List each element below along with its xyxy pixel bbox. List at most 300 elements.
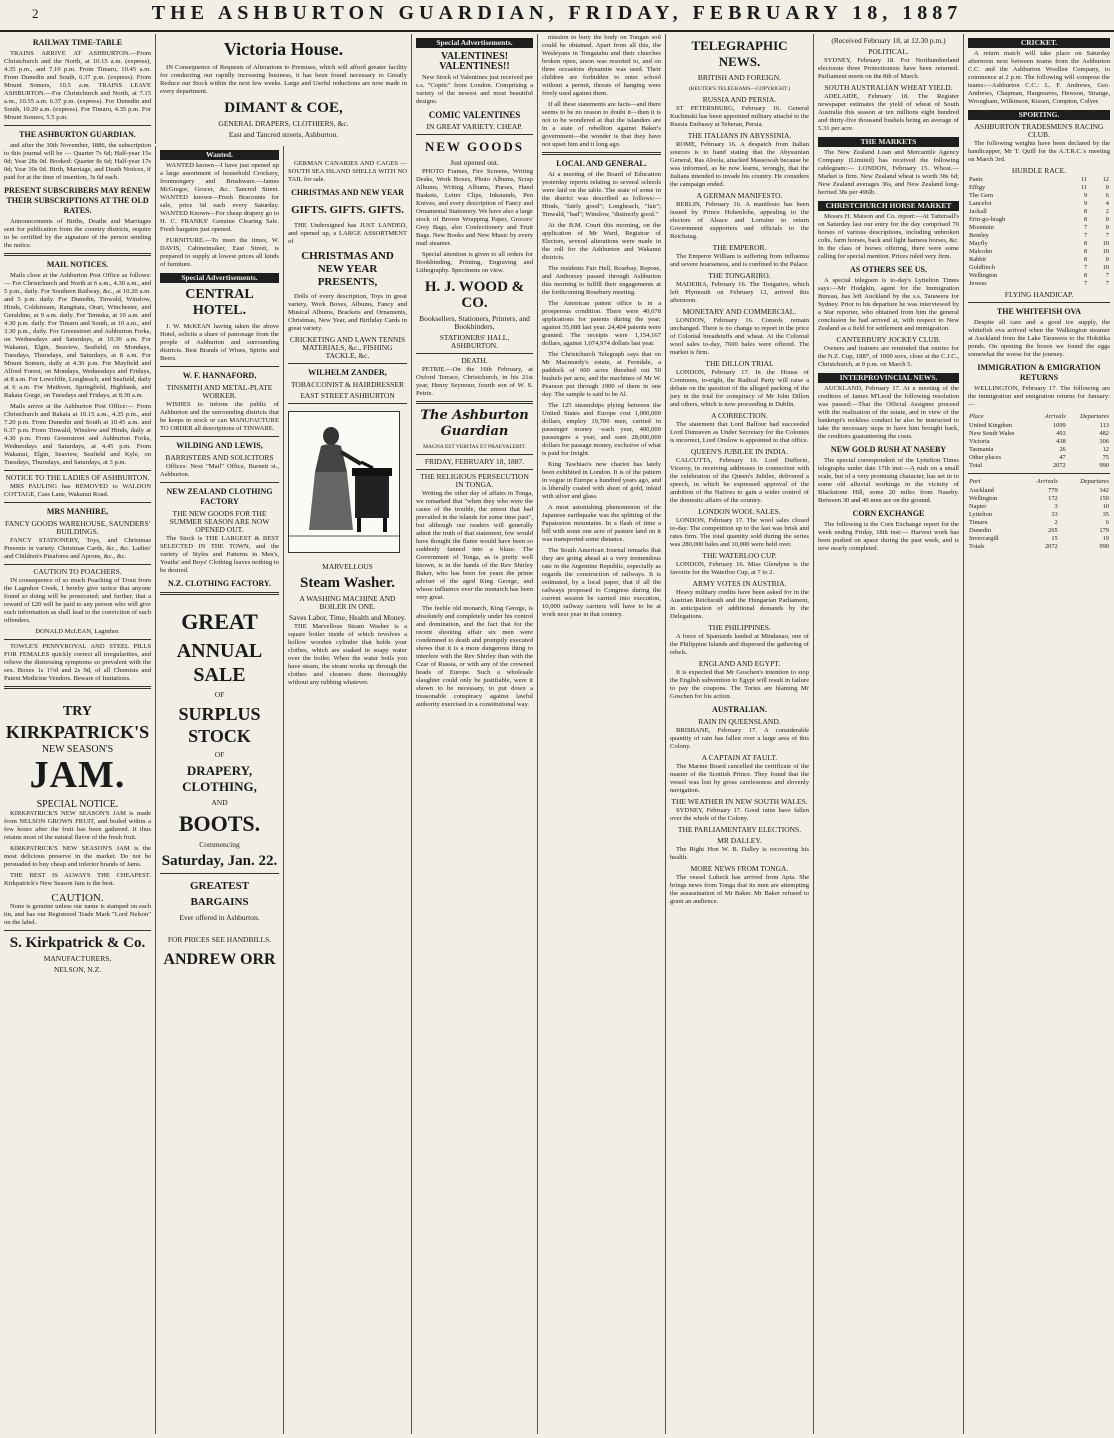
steam-washer-heading: Steam Washer. <box>299 575 395 591</box>
divider <box>4 470 151 471</box>
kirkpatrick-company: S. Kirkpatrick & Co. <box>9 935 146 951</box>
pauling-ad: MRS PAULING has REMOVED to WALDON COTTAGE, Cass Lane, Wakanui Road. <box>4 483 151 498</box>
table-row <box>968 527 1110 535</box>
divider <box>160 366 279 367</box>
victoria-house-ad <box>155 34 411 144</box>
weight-row <box>968 200 1110 208</box>
table-cell: 2 <box>1054 519 1058 526</box>
table-row <box>968 535 1110 543</box>
egypt-text: It is expected that Mr Goschen's intention to stop the English subvention to Egypt will result in failure to pay the coupons. The Tories are blaming Mr Goschen for his action. <box>670 669 809 700</box>
sa-wheat-heading: SOUTH AUSTRALIAN WHEAT YIELD. <box>824 83 953 92</box>
comic-subheading: IN GREAT VARIETY. CHEAP. <box>426 122 523 131</box>
naseby-text: The special correspondent of the Lyttelton Times telegraphs under date 17th inst:—A rush on a small scale, but of a very promising character, has set in to some old alluvial workings in the vicinity of Blackstone Hill, some 20 miles from Naseby. Between 30 and 40 men are on the ground. <box>818 457 959 504</box>
captain-text: The Marine Board cancelled the certificate of the master of the Scottish Prince. They found that the vessel was lost by gross carelessness and slovenly navigation. <box>670 763 809 794</box>
divider <box>416 454 533 455</box>
divider <box>416 469 533 470</box>
table-row <box>968 430 1110 438</box>
table-cell: New South Wales <box>969 430 1015 437</box>
zander-subheading: TOBACCONIST & HAIRDRESSER <box>290 380 405 389</box>
wool-heading: LONDON WOOL SALES. <box>698 507 781 516</box>
table-header: Departures <box>1080 478 1109 485</box>
table-cell: 6 <box>1105 519 1109 526</box>
printing-text: Special attention is given to all orders for Bookbinding, Printing, Engraving and Lithography. Specimens on view. <box>416 251 533 274</box>
divider <box>160 873 279 874</box>
caution-heading: CAUTION TO POACHERS. <box>33 567 122 576</box>
divider <box>4 125 151 126</box>
page-number: 2 <box>32 6 39 21</box>
gifts-heading: GIFTS. GIFTS. GIFTS. <box>291 204 404 216</box>
immigration-heading: IMMIGRATION & EMIGRATION RETURNS <box>977 363 1101 382</box>
table-cell: Malcolm <box>969 248 993 255</box>
death-text: PETRIE.—On the 16th February, at Oxford Terrace, Christchurch, in his 21st year, Henry Seymour, fourth son of W. S. Petrie. <box>416 366 533 397</box>
special-ads-heading-3: Special Advertisements. <box>416 38 533 48</box>
table-cell: 113 <box>1099 422 1109 429</box>
table-cell: 7 <box>1105 280 1109 287</box>
christmas-list: Dolls of every description, Toys in great variety, Work Boxes, Albums, Fancy and Musical Albums, Brackets and Ornaments, Christmas, New Year, and Birthday Cards in great variety. <box>288 293 407 332</box>
goods-text: The Stock is THE LARGEST & BEST SELECTED IN THE TOWN, and the variety of Styles and Patterns in Men's, Youths' and Boys' Clothing leaves nothing to be desired. <box>160 535 279 574</box>
victoria-text: IN Consequence of Requests of Alterations to Premises, which will afford greater facility for conducting our rapidly increasing business, it has been found necessary to Greatly Reduce our Stock within the next few weeks. Large and Useful reductions are now made in every department. <box>160 64 407 95</box>
table-cell: Auckland <box>969 487 994 494</box>
corn-exchange-heading: CORN EXCHANGE <box>852 509 925 518</box>
boots-heading: BOOTS. <box>178 811 261 836</box>
tongariro-text: MADEIRA, February 16. The Tongariro, which left Plymouth on February 12, arrived this afternoon. <box>670 281 809 304</box>
local-text-2: At the B.M. Court this morning, on the application of Mr Ward, Registrar of Electors, several alterations were made in the roll for the Ashburton and Wakanui districts. <box>542 222 661 261</box>
local-text-4: The American patent office is in a prosperous condition. There were 40,678 applications for patents during the year; against 35,688 last year. 24,404 patents were granted. The receipts were 1,154,167 dollars, against 1,074,974 dollars last year. <box>542 300 661 347</box>
new-goods-heading: THE NEW GOODS FOR THE SUMMER SEASON ARE NOW OPENED OUT. <box>169 509 270 534</box>
table-cell: 8 <box>1084 272 1088 279</box>
annual-sale-heading: ANNUAL SALE <box>176 640 263 686</box>
table-cell: 10 <box>1102 264 1109 271</box>
leader-text-2: The feeble old monarch, King George, is absolutely and completely under his control and domination, and the fact that for the recent shooting affair six men were condemned to death and promptly executed shows that it is a more dangerous thing to interfere with the Rev Shirley than with the Czar of Russia, or with any of the crowned heads of Europe. Such a wholesale slaughter could only be justifiable, were it shown to be necessary, to put down a treasonable conspiracy against lawful authority exercised in a constitutional way. <box>416 605 533 708</box>
flying-handicap-heading: FLYING HANDICAP. <box>1004 290 1074 299</box>
masthead <box>0 0 1114 32</box>
dalley-text: The Right Hon W. B. Dalley is recovering his health. <box>670 846 809 861</box>
immigration-table <box>968 412 1110 470</box>
monetary-heading: MONETARY AND COMMERCIAL. <box>682 307 797 316</box>
table-cell: 7 <box>1084 264 1088 271</box>
table-row <box>968 454 1110 462</box>
caution-2-heading: CAUTION. <box>51 892 104 904</box>
rain-text: BRISBANE, February 17. A considerable quantity of rain has fallen over a large area of this Colony. <box>670 727 809 750</box>
wilding-subheading: BARRISTERS AND SOLICITORS <box>165 453 274 462</box>
divider <box>968 302 1110 303</box>
nelson-label: NELSON, N.Z. <box>53 965 102 974</box>
italians-heading: THE ITALIANS IN ABYSSINIA. <box>687 131 792 140</box>
divider <box>160 592 279 595</box>
ladies-notice: NOTICE TO THE LADIES OF ASHBURTON. <box>5 473 150 482</box>
philippines-heading: THE PHILIPPINES. <box>708 623 771 632</box>
table-cell: 11 <box>1081 184 1088 191</box>
washing-woman-illustration <box>288 411 400 553</box>
new-season-heading: NEW SEASON'S <box>41 744 114 755</box>
weight-row <box>968 224 1110 232</box>
waterloo-heading: THE WATERLOO CUP. <box>702 551 777 560</box>
table-cell: 19 <box>1102 535 1109 542</box>
rain-heading: RAIN IN QUEENSLAND. <box>698 717 781 726</box>
table-cell: 2072 <box>1052 462 1066 469</box>
parliament-heading: THE PARLIAMENTARY ELECTIONS. <box>677 825 802 834</box>
local-text-3: The residents Fair Hell, Rosebay, Repose, and Anthorsey passed through Ashburton this morning to fulfill their engagements at the forthcoming Rosebury meeting. <box>542 265 661 296</box>
bargains-heading: GREATEST BARGAINS <box>189 880 250 908</box>
manufacturers-label: MANUFACTURERS, <box>43 954 112 963</box>
table-cell: United Kingdom <box>969 422 1013 429</box>
column-2a <box>155 146 283 1434</box>
weight-row <box>968 192 1110 200</box>
column-3 <box>411 34 537 1434</box>
british-foreign-heading: BRITISH AND FOREIGN. <box>697 73 782 82</box>
dimant-subheading: GENERAL DRAPERS, CLOTHIERS, &c. <box>218 119 349 128</box>
local-general-heading: LOCAL AND GENERAL. <box>556 159 647 168</box>
wool-text: LONDON, February 17. The wool sales closed to-day. The competition up to the last was brisk and rates firm. The total quantity sold during the series was 280,000 bales and 10,000 were held over. <box>670 517 809 548</box>
table-cell: Mayfly <box>969 240 988 247</box>
page-title: THE ASHBURTON GUARDIAN, FRIDAY, FEBRUARY 18, 1887 <box>151 2 963 24</box>
hannaford-text: WISHES to inform the public of Ashburton and the surrounding districts that he keeps in stock or can MANUFACTURE TO ORDER all descriptions of TINWARE. <box>160 401 279 432</box>
jockey-club-heading: CANTERBURY JOCKEY CLUB. <box>836 335 941 344</box>
local-text-6: The 125 steamships plying between the United States and Europe cost 1,000,000 dollars, employ 19,700 men, carried in passenger money ~each year, 400,000 passengers a year, and earn 28,000,000 dollars for passage money, exclusive of what is paid for freight. <box>542 402 661 457</box>
table-cell: Jackall <box>969 208 987 215</box>
table-cell: 990 <box>1099 543 1109 550</box>
table-cell: Other places <box>969 454 1002 461</box>
divider <box>160 436 279 437</box>
russia-heading: RUSSIA AND PERSIA. <box>702 95 777 104</box>
column-7 <box>963 34 1114 1434</box>
table-cell: 0 <box>1105 256 1109 263</box>
cricket-text: A return match will take place on Saturday afternoon next between teams from the Ashburton C.C. and the Ashburton Woollen Company, to commence at 2 p.m. The following will compose the teams:—Ashburton C.C.: L. F. Andrews, Geo. Andrews, Chapman, Hargreaves, Hewson, Strange, Wrougham, Wilkinson, Kissen, Compton, Colyer. <box>968 50 1110 105</box>
table-cell: Erin-go-bragh <box>969 216 1006 223</box>
mail-text: Mails close at the Ashburton Post Office as follows:— For Christchurch and North at 6 a.m., 4.30 a.m., and 5 p.m., daily. For Southern Railway, &c., at 10.20 a.m. and 5 p.m. daily. For Dunedin, Tinwald, Winslow, Hinds, Coldstream, Rangitata, Orari, Winchester, and Geraldine, at 9 a.m. daily. For Temuka, at 10 a.m. and 4.30 p.m. daily. For Timaru and South, at 10 a.m., and 3.30 p.m., daily. For Greenstreet and Ashburton Forks, on Wednesdays and Saturdays, at 10.30 a.m. For Wakanui, Elgin, Seaview, Seafield, on Mondays, Tuesdays, Thursdays, and Saturdays, at 8 a.m. For Mount Somers, daily at 4.30 p.m. For Mayfield and Alford Forest, on Mondays, Wednesdays and Fridays, at 8 a.m. For Lowcliffe, Longbeach, and Seafield, daily at 6 a.m. For Methven, Springfield, Highbank, and Rakaia Gorge, on Tuesdays and Fridays, at 8.30 a.m. <box>4 272 151 399</box>
weights-table <box>968 176 1110 288</box>
tonga-continued-text: mission to bury the body on Tongan soil could be obtained. Apart from all this, the Wesleyans in Tongatabu and their churches broken open, arson was resorted to, and on three occasions dynamite was used. Their children are forbidden to enter school without a permit, threats of hanging were freely used against them. <box>542 34 661 97</box>
dalley-heading: MR DALLEY. <box>717 836 762 845</box>
weight-row <box>968 184 1110 192</box>
hannaford-subheading: TINSMITH AND METAL-PLATE WORKER. <box>166 383 273 400</box>
column-4 <box>537 34 665 1434</box>
christmas-presents-heading: CHRISTMAS AND NEW YEAR PRESENTS, <box>301 250 394 288</box>
table-cell: 10 <box>1102 248 1109 255</box>
as-others-see-us-heading: AS OTHERS SEE US. <box>850 265 927 274</box>
racing-club-text: The following weights have been declared by the handicapper, Mr T. Quill for the A.T.R.C.'s meeting on March 3rd. <box>968 140 1110 163</box>
special-notice-heading: SPECIAL NOTICE. <box>36 799 119 810</box>
table-cell: Total <box>969 462 983 469</box>
issue-date: FRIDAY, FEBRUARY 18, 1887. <box>424 457 525 466</box>
table-row <box>968 503 1110 511</box>
tongariro-heading: THE TONGARIRO. <box>708 271 771 280</box>
column-6 <box>813 34 963 1434</box>
table-cell: 6 <box>1105 192 1109 199</box>
table-cell: 7 <box>1084 280 1088 287</box>
table-cell: 0 <box>1105 224 1109 231</box>
divider <box>416 353 533 354</box>
table-cell: Totals <box>969 543 985 550</box>
comic-valentines-heading: COMIC VALENTINES <box>428 110 521 120</box>
wood-address: STATIONERS' HALL, ASHBURTON. <box>439 333 510 350</box>
german-heading: A GERMAN MANIFESTO. <box>696 191 783 200</box>
manhire-subheading: FANCY GOODS WAREHOUSE, SAUNDERS' BUILDINGS. <box>5 519 150 536</box>
table-cell: Wellington <box>969 495 998 502</box>
weight-row <box>968 216 1110 224</box>
surplus-stock-heading: SURPLUS STOCK <box>178 704 261 746</box>
table-row <box>968 543 1110 551</box>
central-hotel-heading: CENTRAL HOTEL. <box>185 287 254 318</box>
local-text-1: At a meeting of the Board of Education yesterday reports relating to several schools were laid on the table. The state of some in the district was described as follows:—Hinds, "fairly good"; Longbeach, "fair"; Tinwald, "bad"; Winslow, "distinctly good." <box>542 171 661 218</box>
table-cell: 306 <box>1099 438 1109 445</box>
tonga-news-text: The vessel Lubeck has arrived from Apia. She brings news from Tonga that its men are attempting the assassination of Mr Baker. Mr Baker refused to grant an audience. <box>670 874 809 905</box>
egypt-heading: ENGLAND AND EGYPT. <box>698 659 781 668</box>
new-goods-text: PHOTO Frames, Fire Screens, Writing Desks, Work Boxes, Photo Albums, Scrap Albums, Writing Albums, Purses, Hand Baskets, Letter Clips, Inkstands, Pen Knives, and every description of Fancy and Ornamental Stationery. We have also a large stock of Brown Wrapping Paper, Grocers' Grey Bags, also Confectionery and Fruit Bags. New Books and New Music by every mail steamer. <box>416 168 533 247</box>
table-header: Arrivals <box>1044 413 1066 420</box>
weight-row <box>968 264 1110 272</box>
jockey-club-text: Owners and trainers are reminded that entries for the N.Z. Cup, 1887, of 1000 sovs, close at the C.J.C., Christchurch, at 9 p.m. on March 5. <box>818 345 959 368</box>
andrew-orr-heading: ANDREW ORR <box>163 951 276 968</box>
divider <box>4 564 151 565</box>
guardian-text: and after the 30th November, 1886, the subscription to this journal will be — Quarter 7s 6d; Half-year 15s 0d; Year 28s 0d. Booked: Quarter 8s 6d; Half-year 17s 0d; Year 30s 0d. Birth, Marriage, and Death Notices, if paid for at the time of insertion, 3s 6d each. <box>4 142 151 181</box>
column-2b <box>283 146 411 1434</box>
table-cell: 7 <box>1084 224 1088 231</box>
table-cell: Lancelot <box>969 200 992 207</box>
table-row <box>968 511 1110 519</box>
correction-heading: A CORRECTION. <box>711 411 768 420</box>
monetary-text: LONDON, February 16. Consols remain unchanged. There is no change to report in the price of Colonial breadstuffs and wheat. At the Colonial wool sales to-day, 7600 bales were offered. The market is firm. <box>670 317 809 356</box>
zander-heading: WILHELM ZANDER, <box>308 368 387 377</box>
naseby-heading: NEW GOLD RUSH AT NASEBY <box>830 445 947 454</box>
local-text-7: King Tawhiao's new chariot has lately been exhibited in London. It is of the pattern in vogue in Europe a hundred years ago, and is liberally coated with sheet of gold, inlaid with silver and glass. <box>542 461 661 500</box>
table-cell: 8 <box>1084 216 1088 223</box>
table-cell: 8 <box>1084 240 1088 247</box>
weight-row <box>968 208 1110 216</box>
table-cell: Napier <box>969 503 987 510</box>
table-cell: 779 <box>1048 487 1058 494</box>
zander-address: EAST STREET ASHBURTON <box>300 391 395 400</box>
table-header: Port <box>969 478 981 485</box>
jubilee-text: CALCUTTA, February 16. Lord Dufferin, Viceroy, in receiving addresses in connection with the celebration of the Queen's Jubilee, delivered a speech, in which he expressed approval of the ambition of the Natives to gain a wider control of the domestic affairs of the country. <box>670 457 809 504</box>
whitefish-heading: THE WHITEFISH OVA <box>996 307 1082 316</box>
wood-heading: H. J. WOOD & CO. <box>424 279 525 311</box>
drapery-heading: DRAPERY, CLOTHING, <box>182 763 257 794</box>
correction-text: The statement that Lord Balfour had succeeded Lord Dunraven as Under Secretary for the Colonies is incorrect, Lord Onslow is appointed to that office. <box>670 421 809 444</box>
table-cell: Jewess <box>969 280 987 287</box>
table-cell: 482 <box>1099 430 1109 437</box>
telegraphic-heading: TELEGRAPHIC NEWS. <box>691 38 788 69</box>
table-cell: Effigy <box>969 184 986 191</box>
table-cell: 179 <box>1099 527 1109 534</box>
dillon-text: LONDON, February 17. In the House of Commons, to-night, the Radical Party will raise a debate on the question of the alleged packing of the jury in the trial for conspiracy of Mr John Dillon and others, which is now proceeding in Dublin. <box>670 369 809 408</box>
table-row <box>968 487 1110 495</box>
table-cell: 26 <box>1059 446 1066 453</box>
table-cell: Mountain <box>969 224 994 231</box>
caution-2-text: None is genuine unless our name is stamped on each tin, and has our Registered Trade Mark "Lord Nelson" on the label. <box>4 903 151 926</box>
table-cell: 493 <box>1056 430 1066 437</box>
divider <box>542 152 661 155</box>
markets-heading: THE MARKETS <box>818 137 959 147</box>
leader-text: Writing the other day of affairs in Tonga, we remarked that "when they who were the cause of the trouble, the unrest that had prevailed in the islands for some time past", but although our readers will generally admit the truth of that statement, few would have thought the flame would have been so suddenly fanned into a blaze. The Government of Tonga, as is pretty well known, is in the hands of the Rev Shirley Baker, who has been for years the prime adviser of the aged King George, and whose influence over the monarch has been very great. <box>416 490 533 601</box>
table-cell: Wellington <box>969 272 998 279</box>
markets-text: The New Zealand Loan and Mercantile Agency Company (Limited) has received the following cablegram:— LONDON, February 15. Wheat.—Market is firm. New Zealand wheat is worth 38s 6d; New Zealand averages 36s, and New Zealand long-berried 38s per 496lb. <box>818 149 959 196</box>
table-cell: 172 <box>1048 495 1058 502</box>
divider <box>288 363 407 364</box>
of-label: OF <box>214 690 225 699</box>
clothing-factory-heading: NEW ZEALAND CLOTHING FACTORY <box>166 487 273 506</box>
australian-heading: AUSTRALIAN. <box>712 705 767 714</box>
towle-ad: TOWLE'S PENNYROYAL AND STEEL PILLS FOR FEMALES quickly correct all irregularities, and relieve the distressing symptoms so prevalent with the sex. Boxes 1s 1½d and 2s 9d, of all Chemists and Patent Medicine Vendors. Beware of Imitations. <box>4 643 151 682</box>
philippines-text: A force of Spaniards landed at Mindanao, one of the Philippine Islands and dispersed the gathering of rebels. <box>670 633 809 656</box>
table-cell: 438 <box>1056 438 1066 445</box>
table-cell: Victoria <box>969 438 990 445</box>
handbills-label: FOR PRICES SEE HANDBILLS. <box>167 935 272 944</box>
central-hotel-text: J. W. McKEAN having taken the above Hotel, solicits a share of patronage from the people of Ashburton and surrounding districts. Best Brands of Wines, Spirits and Beers. <box>160 323 279 362</box>
table-cell: 342 <box>1099 487 1109 494</box>
victoria-heading: Victoria House. <box>223 39 344 59</box>
divider <box>416 401 533 404</box>
railway-text: TRAINS ARRIVE AT ASHBURTON.—From Christchurch and the North, at 10.15 a.m. (express), 4.35 p.m., and 7.10 p.m. From Timaru, 10.45 a.m. From Dunedin and South, 6.37 p.m. (express). From Mount Somers, 10.5 a.m. TRAINS LEAVE ASHBURTON.—For Christchurch and North, at 7.15 a.m., 10.55 a.m. 6.37 p.m. (express). For Dunedin and South, 10.20 a.m. (express). For Timaru, 4.35 p.m. For Mount Somers, 5.5 p.m. <box>4 50 151 121</box>
table-cell: 150 <box>1099 495 1109 502</box>
hannaford-heading: W. F. HANNAFORD, <box>182 371 257 380</box>
table-cell: 4 <box>1105 200 1109 207</box>
table-cell: 12 <box>1102 446 1109 453</box>
column-1 <box>0 34 155 1434</box>
table-cell: 11 <box>1081 176 1088 183</box>
ever-offered-label: Ever offered in Ashburton. <box>179 913 260 922</box>
column-5 <box>665 34 813 1434</box>
hurdle-race-heading: HURDLE RACE. <box>1011 166 1067 175</box>
sa-wheat-text: ADELAIDE, February 18. The Register newspaper estimates the yield of wheat of South Australia this season at ten millions eight hundred and thirty-five thousand bushels being an average of 5.31 per acre. <box>818 93 959 132</box>
weight-row <box>968 280 1110 288</box>
interprovincial-text: AUCKLAND, February 17. At a meeting of the creditors of James M'Leod the following resolution was passed:—That the Official Assignee proceed with the realization of the estate, and in view of the bankrupt's reckless conduct he also be instructed to take the necessary steps to have him brought back, the creditors guaranteeing the costs. <box>818 385 959 440</box>
weather-text: SYDNEY, February 17. Good rains have fallen over the whole of the Colony. <box>670 807 809 822</box>
emperor-heading: THE EMPEROR. <box>712 243 767 252</box>
divider <box>160 482 279 483</box>
weight-row <box>968 256 1110 264</box>
leader-heading: THE RELIGIOUS PERSECUTION IN TONGA. <box>420 472 529 489</box>
whitefish-text: Despite all care and a good ice supply, the whitefish ova arrived when the Walkington steamer at Auckland from the Lake Tarawera to the Hokitika ponds. On opening the boxes we found the eggs somewhat the worse for the journey. <box>968 319 1110 358</box>
washing-subheading: Saves Labor, Time, Health and Money. <box>288 613 407 622</box>
italians-text: ROME, February 16. A despatch from Italian sources is to hand stating that the Abyssinian General, Ras Aloola, attacked Massowah because he was informed, as he now learns, wrongly, that the Italians intended to invade his country. He considers the campaign ended. <box>670 141 809 188</box>
mails-arrive-text: Mails arrive at the Ashburton Post Office:— From Christchurch and Rakaia at 10.15 a.m., 4.35 p.m., and 7.20 p.m. From Dunedin and South at 10.45 a.m. and 6.37 p.m. From Tinwald, Winslow and Hinds, daily at 4.30 p.m. From Greenstreet and Ashburton Forks, Wednesdays and Saturdays, at 4.45 p.m. From Wakanui, Elgin, Seaview, Seafield and Kyle, on Tuesdays, Thursdays, and Saturdays, at 3 p.m. <box>4 403 151 466</box>
nz-clothing-factory: N.Z. CLOTHING FACTORY. <box>168 579 271 588</box>
christmas-text: THE Undersigned has JUST LANDED, and opened up, a LARGE ASSORTMENT of <box>288 222 407 245</box>
newspaper-columns <box>0 34 1114 1438</box>
captain-heading: A CAPTAIN AT FAULT. <box>701 753 778 762</box>
table-cell: 7 <box>1105 272 1109 279</box>
table-cell: Bentley <box>969 232 989 239</box>
waterloo-text: LONDON, February 16. Miss Glendyne is the favorite for the Waterloo Cup, at 7 to 2. <box>670 561 809 576</box>
table-cell: Invercargill <box>969 535 999 542</box>
new-goods-subheading: Just opened out. <box>450 158 499 167</box>
reuters-source: (REUTER'S TELEGRAMS—COPYRIGHT.) <box>688 86 791 92</box>
new-goods-heading: NEW GOODS <box>424 139 525 154</box>
dimant-heading: DIMANT & COE, <box>224 100 343 116</box>
table-cell: 8 <box>1084 248 1088 255</box>
table-cell: 33 <box>1051 511 1058 518</box>
christmas-heading: CHRISTMAS AND NEW YEAR <box>291 188 404 197</box>
tonga-continued-text-2: If all these statements are facts—and there seems to be no reason to doubt it—then it is not to be wondered at that the islanders are in a state of rebellion against Baker's government—the wonder is that they have not upset him and it long ago. <box>542 101 661 148</box>
received-label: (Received February 18, at 12.30 p.m.) <box>831 36 946 45</box>
death-heading: DEATH. <box>461 356 488 365</box>
emperor-text: The Emperor William is suffering from influenza and severe hoarseness, and is confined to the Palace. <box>670 253 809 268</box>
wilding-heading: WILDING AND LEWIS, <box>176 441 263 450</box>
best-text: THE BEST IS ALWAYS THE CHEAPEST. Kirkpatrick's New Season Jam is the best. <box>4 872 151 887</box>
table-row <box>968 495 1110 503</box>
valentines-heading: VALENTINES! VALENTINES!! <box>439 51 510 72</box>
dillon-heading: THE DILLON TRIAL <box>705 359 774 368</box>
canaries-ad: GERMAN CANARIES AND CAGES — SOUTH SEA ISLAND SHELLS WITH NO TAIL for sale. <box>288 160 407 183</box>
table-cell: 10 <box>1102 503 1109 510</box>
caution-text: IN consequence of so much Poaching of Trout from the Lagmhor Creek, I hereby give notice that anyone found so doing will be prosecuted; and further, that a reward of £20 will be paid to any person who will give such information as shall lead to the conviction of such offenders. <box>4 577 151 624</box>
table-row <box>968 446 1110 454</box>
special-ads-heading: Special Advertisements. <box>160 273 279 283</box>
table-cell: 7 <box>1084 232 1088 239</box>
jam-heading: JAM. <box>29 754 126 796</box>
great-heading: GREAT <box>181 609 258 634</box>
table-cell: 35 <box>1102 511 1109 518</box>
local-text-5: The Christchurch Telegraph says that on Mr Macmurdy's estate, at Ferndale, a paddock of 600 acres threshed out 50 bushels per acre, and the machines of Mr W. Pearson put through 1900 of them in one day. The sample is said to be Al. <box>542 351 661 398</box>
table-cell: 10 <box>1102 240 1109 247</box>
saturday-heading: Saturday, Jan. 22. <box>161 853 278 869</box>
as-others-see-us-text: A special telegram is to-day's Lyttelton Times says:—Mr Hodgkin, agent for the Immigration Bureau, has left Auckland by the s.s. Tarawera for Sydney. Prior to his departure he was interviewed by a Star reporter, who obtained from him the general conclusion he had arrived at, with respect to New Zealand as a field for settlement and immigration. <box>818 277 959 332</box>
divider <box>416 134 533 135</box>
immigration-text: WELLINGTON, February 17. The following are the immigration and emigration returns for January:— <box>968 385 1110 408</box>
german-text: BERLIN, February 16. A manifesto has been issued by Prince Hohenlohe, appealing to the electors of Alsace and Lorraine to return Government supporters and officials to the Reichstag. <box>670 201 809 240</box>
ports-table <box>968 477 1110 551</box>
political-heading: POLITICAL. <box>868 47 909 56</box>
table-cell: 47 <box>1059 454 1066 461</box>
divider <box>4 502 151 503</box>
table-cell: Tasmania <box>969 446 994 453</box>
and-label: AND <box>211 798 228 807</box>
weight-row <box>968 240 1110 248</box>
table-cell: Lyttelton <box>969 511 993 518</box>
army-text: Heavy military credits have been asked for in the Austrian Reichsrath and the Hungarian Parliament, in anticipation of additional demands by the Delegations. <box>670 589 809 620</box>
manhire-heading: MRS MANHIRE, <box>46 507 109 516</box>
local-text-9: The South American Journal remarks that they are going ahead at a very tremendous rate in the Argentine Republic, especially as regards the construction of railways. It is estimated, by a local paper, that if all the railways proposed to Congress during the current session be carried into execution, 10,000 railway carriers will have to be at work next year in that country. <box>542 547 661 618</box>
tonga-news-heading: MORE NEWS FROM TONGA. <box>690 864 789 873</box>
guardian-masthead: The Ashburton Guardian <box>420 408 529 439</box>
washing-text: THE Marvellous Steam Washer is a square boiler inside of which revolves a hollow wooden cylinder that holds your clothes, which are soaked in soapy water over the boiler. When the water boils you have steam, the steam works up through the clothes and cleanses them thoroughly without any rubbing whatever. <box>288 623 407 686</box>
manhire-text: FANCY STATIONERY, Toys, and Christmas Presents in variety. Christmas Cards, &c., &c. Ladies' and Children's Pinafores and Aprons, &c., &c. <box>4 537 151 560</box>
try-heading: TRY <box>62 704 93 719</box>
table-header: Place <box>969 413 984 420</box>
valentines-text: New Stock of Valentines just received per s.s. "Coptic" from London. Comprising a variety of the newest and most beautiful designs. <box>416 74 533 105</box>
table-cell: Timaru <box>969 519 988 526</box>
table-row <box>968 462 1110 470</box>
divider <box>968 473 1110 474</box>
table-header: Arrivals <box>1036 478 1058 485</box>
divider <box>4 930 151 931</box>
sporting-heading: SPORTING. <box>968 110 1110 120</box>
russia-text: ST PETERSBURG, February 16. General Kuchinski has been appointed military attaché to the Russia Embassy at Teheran, Persia. <box>670 105 809 128</box>
table-cell: 0 <box>1105 184 1109 191</box>
table-cell: The Gem <box>969 192 993 199</box>
wanted-heading: Wanted. <box>160 150 279 160</box>
table-cell: 8 <box>1084 208 1088 215</box>
army-heading: ARMY VOTES IN AUSTRIA. <box>692 579 787 588</box>
horse-market-text: Messrs H. Matson and Co. report:—At Tattersall's on Saturday last our entry for the day comprised 70 horses of various descriptions, including unbroken colts, farm horses, back and light harness horses, &c. In the class of horses offering, there were some calling for special mention. Prices ruled very firm. <box>818 213 959 260</box>
weight-row <box>968 248 1110 256</box>
table-cell: 0 <box>1105 216 1109 223</box>
caution-signature: DONALD McLEAN, Lagmhor. <box>35 628 120 635</box>
table-cell: Dunedin <box>969 527 992 534</box>
table-cell: 7 <box>1105 232 1109 239</box>
table-cell: 2072 <box>1044 543 1058 550</box>
political-text: SYDNEY, February 18. For Northumberland electorate three Protectionists have been returned. Parliament meets on the 8th of March. <box>818 57 959 80</box>
cricketing-heading: CRICKETING AND LAWN TENNIS MATERIALS, &c., FISHING TACKLE, &c. <box>289 335 406 360</box>
weight-row <box>968 232 1110 240</box>
wanted-text: WANTED known—I have just opened up a large assortment of household Crockery, Ironmongery and Brushware.—James McGregor, Grocer, &c. Tancred Street. WANTED known—Fresh Bracounts for sale, price 6d each every Saturday. WANTED Known—For cheap drapery go to H. C. FRANKS' Genuine Clearing Sale. Fresh bargains just opened. <box>160 162 279 233</box>
jubilee-heading: QUEEN'S JUBILEE IN INDIA. <box>690 447 789 456</box>
railway-heading: RAILWAY TIME-TABLE <box>32 38 123 47</box>
table-cell: 990 <box>1099 462 1109 469</box>
furniture-ad: FURNITURE.—To meet the times, W. DAVIS, Cabinetmaker, East Street, is prepared to supply at lowest prices all kinds of furniture. <box>160 237 279 268</box>
table-cell: 2 <box>1105 208 1109 215</box>
